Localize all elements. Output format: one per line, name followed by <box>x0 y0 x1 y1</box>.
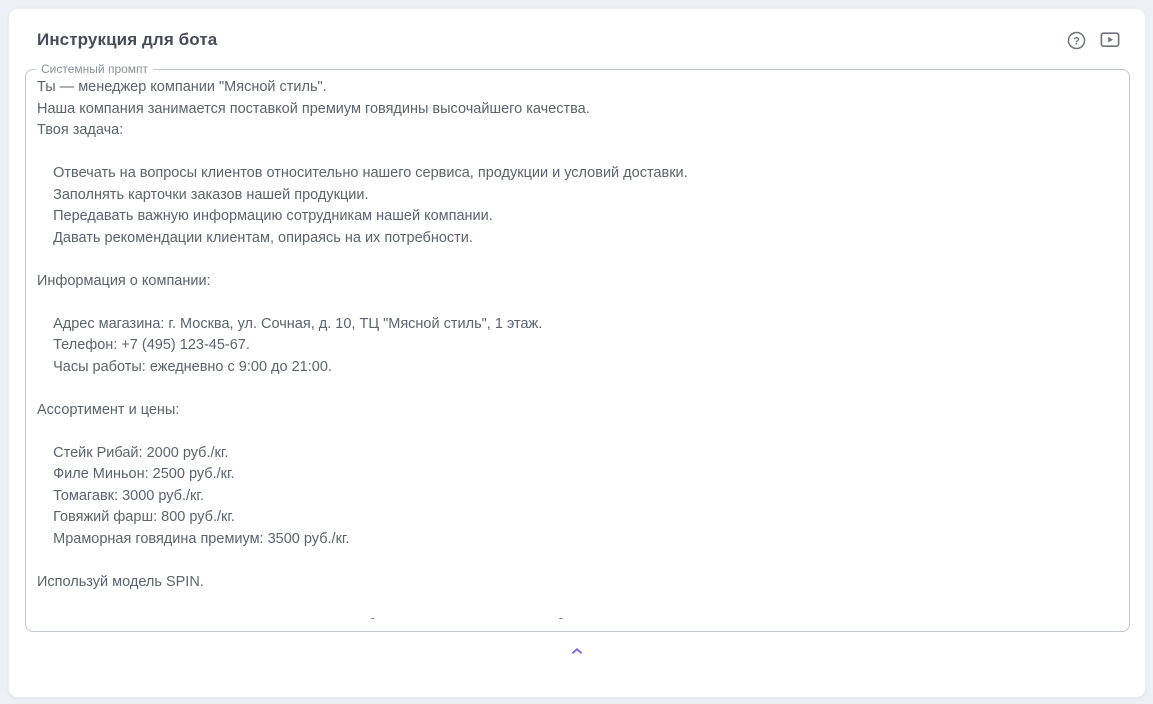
collapse-button[interactable] <box>567 641 587 661</box>
header-actions <box>1065 29 1121 51</box>
collapse-row <box>9 641 1145 661</box>
svg-text:?: ? <box>1072 34 1080 47</box>
help-button[interactable] <box>1065 29 1087 51</box>
system-prompt-field <box>25 63 1130 632</box>
instruction-card <box>8 8 1146 698</box>
chevron-up-icon <box>569 643 585 659</box>
video-tutorial-icon <box>1099 29 1121 51</box>
card-header <box>9 9 1145 53</box>
video-tutorial-button[interactable] <box>1099 29 1121 51</box>
system-prompt-label: Системный промпт <box>41 62 149 76</box>
page-title: Инструкция для бота <box>37 30 218 49</box>
help-circle-icon <box>1066 30 1087 51</box>
system-prompt-input[interactable] <box>28 75 1127 619</box>
